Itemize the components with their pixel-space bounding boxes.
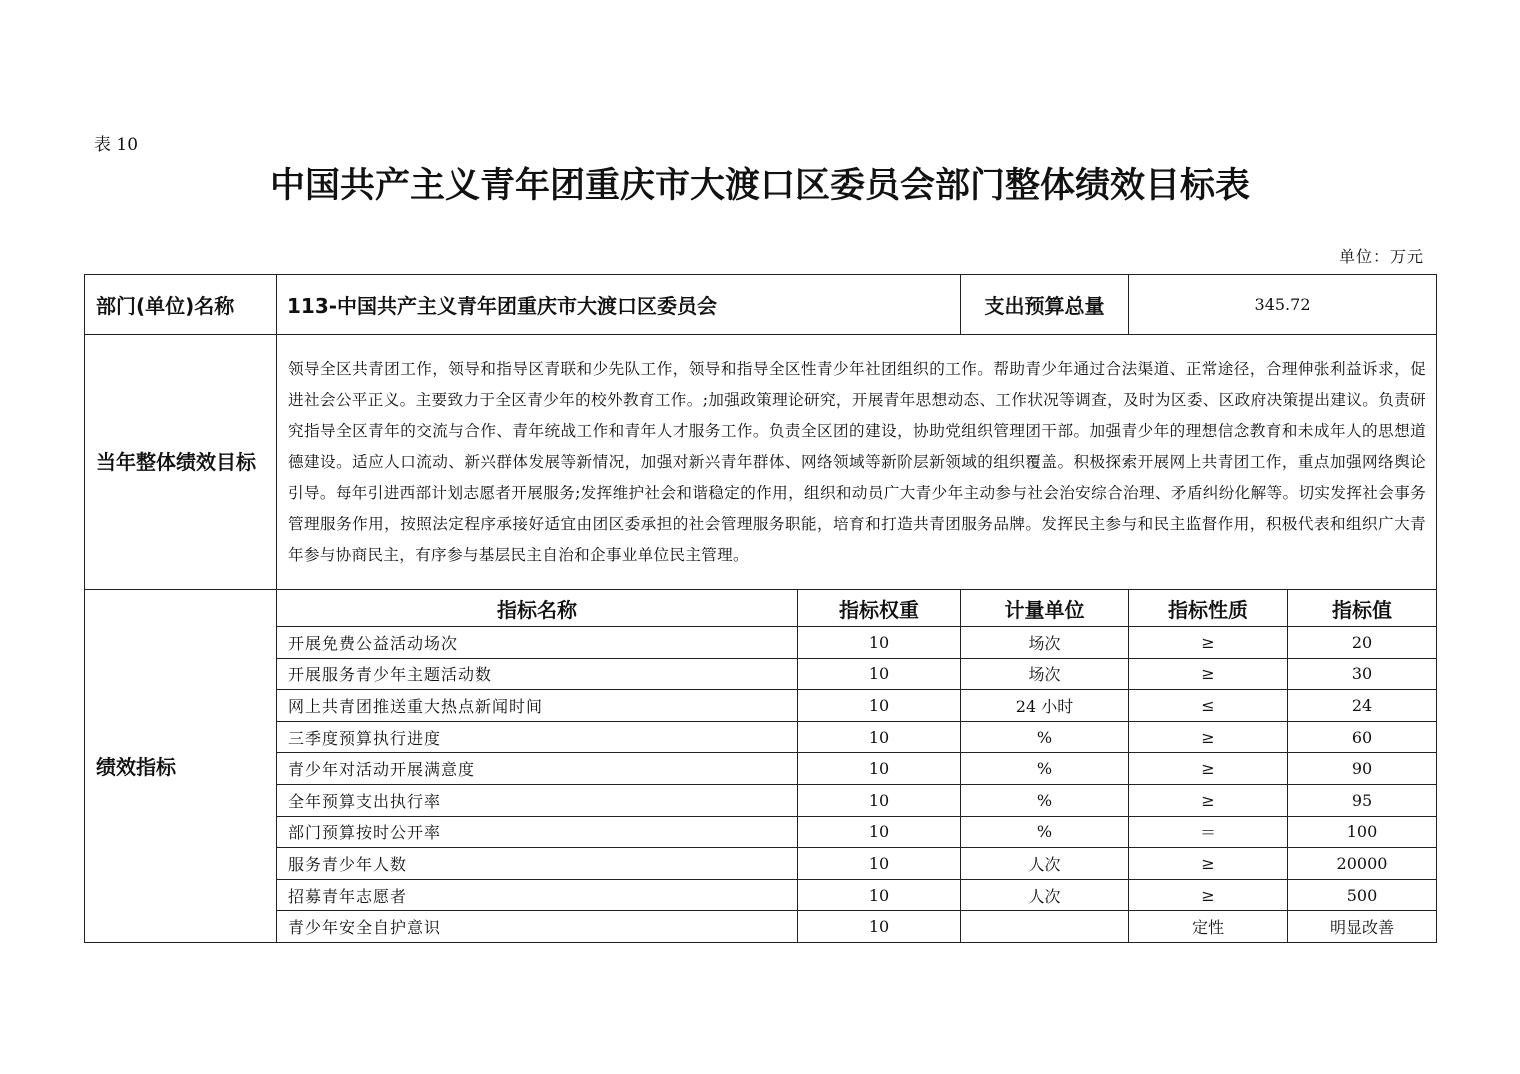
indicator-nature: ≥ — [1129, 848, 1288, 880]
indicator-weight: 10 — [798, 848, 961, 880]
indicator-unit: % — [961, 721, 1129, 753]
indicator-row — [85, 658, 1437, 690]
indicator-row — [85, 753, 1437, 785]
indicator-weight: 10 — [798, 879, 961, 911]
col-header-value: 指标值 — [1288, 590, 1437, 627]
dept-name-value: 113-中国共产主义青年团重庆市大渡口区委员会 — [277, 275, 961, 335]
col-header-unit: 计量单位 — [961, 590, 1129, 627]
indicator-name: 开展免费公益活动场次 — [277, 627, 798, 659]
indicator-value: 100 — [1288, 816, 1437, 848]
indicator-value: 95 — [1288, 784, 1437, 816]
document-title: 中国共产主义青年团重庆市大渡口区委员会部门整体绩效目标表 — [269, 166, 1250, 206]
indicator-value: 20 — [1288, 627, 1437, 659]
header-row — [85, 275, 1437, 335]
col-header-weight: 指标权重 — [798, 590, 961, 627]
indicator-value: 20000 — [1288, 848, 1437, 880]
indicator-row — [85, 879, 1437, 911]
indicator-name: 全年预算支出执行率 — [277, 784, 798, 816]
indicator-nature: ≥ — [1129, 658, 1288, 690]
dept-name-label: 部门(单位)名称 — [85, 275, 277, 335]
annual-goal-label: 当年整体绩效目标 — [85, 335, 277, 590]
goal-row — [85, 335, 1437, 590]
indicator-name: 服务青少年人数 — [277, 848, 798, 880]
indicator-nature: ≥ — [1129, 753, 1288, 785]
col-header-indicator-name: 指标名称 — [277, 590, 798, 627]
indicator-unit: 场次 — [961, 627, 1129, 659]
indicator-name: 青少年对活动开展满意度 — [277, 753, 798, 785]
indicator-value: 明显改善 — [1288, 911, 1437, 943]
indicator-unit: % — [961, 784, 1129, 816]
indicator-weight: 10 — [798, 911, 961, 943]
indicator-unit: 人次 — [961, 848, 1129, 880]
indicator-unit — [961, 911, 1129, 943]
indicator-value: 30 — [1288, 658, 1437, 690]
indicator-row — [85, 911, 1437, 943]
col-header-nature: 指标性质 — [1129, 590, 1288, 627]
annual-goal-text: 领导全区共青团工作，领导和指导区青联和少先队工作，领导和指导全区性青少年社团组织的工作。帮助青少年通过合法渠道、正常途径，合理伸张利益诉求，促进社会公平正义。主要致力于全区青少年的校外教育工作。;加强政策理论研究，开展青年思想动态、工作状况等调查，及时为区委、区政府决策提出建议。负责研究指导全区青年的交流与合作、青年统战工作和青年人才服务工作。负责全区团的建设，协助党组织管理团干部。加强青少年的理想信念教育和未成年人的思想道德建设。适应人口流动、新兴群体发展等新情况，加强对新兴青年群体、网络领域等新阶层新领域的组织覆盖。积极探索开展网上共青团工作，重点加强网络舆论引导。每年引进西部计划志愿者开展服务;发挥维护社会和谐稳定的作用，组织和动员广大青少年主动参与社会治安综合治理、矛盾纠纷化解等。切实发挥社会事务管理服务作用，按照法定程序承接好适宜由团区委承担的社会管理服务职能，培育和打造共青团服务品牌。发挥民主参与和民主监督作用，积极代表和组织广大青年参与协商民主，有序参与基层民主自治和企事业单位民主管理。 — [277, 335, 1437, 590]
indicator-nature: 定性 — [1129, 911, 1288, 943]
table-number-label: 表 10 — [94, 135, 139, 155]
indicator-weight: 10 — [798, 784, 961, 816]
budget-total-value: 345.72 — [1129, 275, 1437, 335]
indicator-nature: ＝ — [1129, 816, 1288, 848]
indicator-weight: 10 — [798, 690, 961, 722]
indicator-row — [85, 627, 1437, 659]
indicator-weight: 10 — [798, 753, 961, 785]
indicator-row — [85, 848, 1437, 880]
indicator-weight: 10 — [798, 627, 961, 659]
indicator-unit: % — [961, 753, 1129, 785]
performance-target-table — [84, 274, 1437, 943]
indicator-section-label: 绩效指标 — [85, 590, 277, 943]
budget-total-label: 支出预算总量 — [961, 275, 1129, 335]
indicator-weight: 10 — [798, 816, 961, 848]
indicator-weight: 10 — [798, 658, 961, 690]
indicator-unit: % — [961, 816, 1129, 848]
indicator-unit: 24 小时 — [961, 690, 1129, 722]
indicator-value: 60 — [1288, 721, 1437, 753]
indicator-name: 招募青年志愿者 — [277, 879, 798, 911]
indicator-value: 24 — [1288, 690, 1437, 722]
indicator-value: 500 — [1288, 879, 1437, 911]
indicator-nature: ≥ — [1129, 627, 1288, 659]
indicator-name: 青少年安全自护意识 — [277, 911, 798, 943]
indicator-name: 开展服务青少年主题活动数 — [277, 658, 798, 690]
indicator-row — [85, 784, 1437, 816]
indicator-row — [85, 816, 1437, 848]
indicator-name: 网上共青团推送重大热点新闻时间 — [277, 690, 798, 722]
indicator-row — [85, 721, 1437, 753]
indicator-nature: ≥ — [1129, 879, 1288, 911]
indicator-nature: ≥ — [1129, 721, 1288, 753]
unit-note: 单位：万元 — [1338, 247, 1424, 266]
indicator-nature: ≥ — [1129, 784, 1288, 816]
indicator-nature: ≤ — [1129, 690, 1288, 722]
indicator-weight: 10 — [798, 721, 961, 753]
indicator-value: 90 — [1288, 753, 1437, 785]
indicator-header-row — [85, 590, 1437, 627]
indicator-unit: 人次 — [961, 879, 1129, 911]
indicator-name: 三季度预算执行进度 — [277, 721, 798, 753]
indicator-name: 部门预算按时公开率 — [277, 816, 798, 848]
indicator-unit: 场次 — [961, 658, 1129, 690]
indicator-row — [85, 690, 1437, 722]
